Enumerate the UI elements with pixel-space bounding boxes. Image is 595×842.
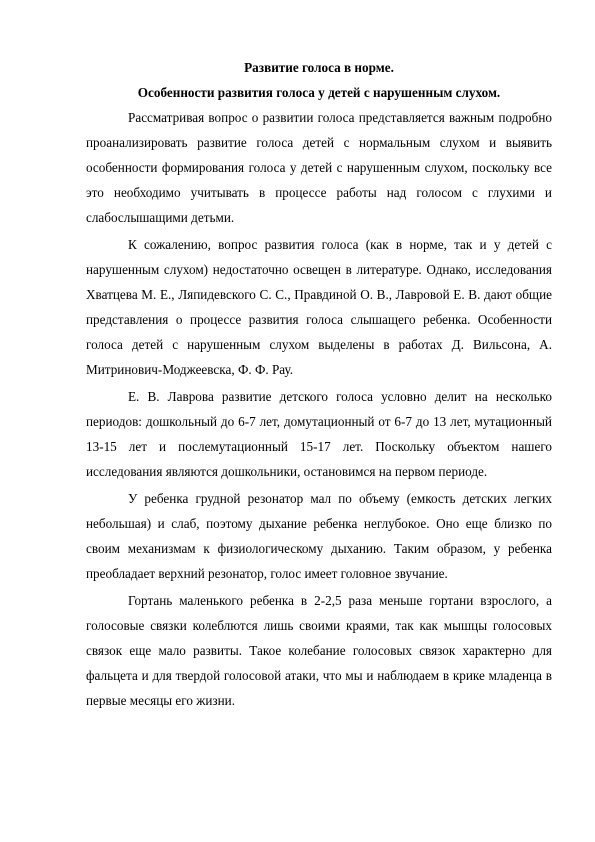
document-subtitle: Особенности развития голоса у детей с нарушенным слухом. — [137, 85, 501, 100]
document-title: Развитие голоса в норме. — [244, 60, 394, 75]
paragraph: К сожалению, вопрос развития голоса (как в норме, так и у детей с нарушенным слухом) недостаточно освещен в литературе. Однако, исследования Хватцева М. Е., Ляпидевского С. С., Правдиной О. В., Лавровой Е. В. дают общие представления о процессе развития голоса слышащего ребенка. Особенности голоса детей с нарушенным слухом выделены в работах Д. Вильсона, А. Митринович-Моджеевска, Ф. Ф. Рау. — [86, 237, 552, 377]
paragraph: У ребенка грудной резонатор мал по объему (емкость детских легких небольшая) и слаб, поэтому дыхание ребенка неглубокое. Оно еще близко по своим механизмам к физиологическому дыханию. Таким образом, у ребенка преобладает верхний резонатор, голос имеет головное звучание. — [86, 491, 552, 581]
document-page — [86, 55, 552, 713]
paragraph: Рассматривая вопрос о развитии голоса представляется важным подробно проанализировать развитие голоса детей с нормальным слухом и выявить особенности формирования голоса у детей с нарушенным слухом, поскольку все это необходимо учитывать в процессе работы над голосом с глухими и слабослышащими детьми. — [86, 110, 552, 225]
paragraph: Гортань маленького ребенка в 2-2,5 раза меньше гортани взрослого, а голосовые связки колеблются лишь своими краями, так как мышцы голосовых связок еще мало развиты. Такое колебание голосовых связок характерно для фальцета и для твердой голосовой атаки, что мы и наблюдаем в крике младенца в первые месяцы его жизни. — [86, 593, 552, 708]
paragraph: Е. В. Лаврова развитие детского голоса условно делит на несколько периодов: дошкольный до 6-7 лет, домутационный от 6-7 до 13 лет, мутационный 13-15 лет и послемутационный 15-17 лет. Поскольку объектом нашего исследования являются дошкольники, остановимся на первом периоде. — [86, 389, 552, 479]
